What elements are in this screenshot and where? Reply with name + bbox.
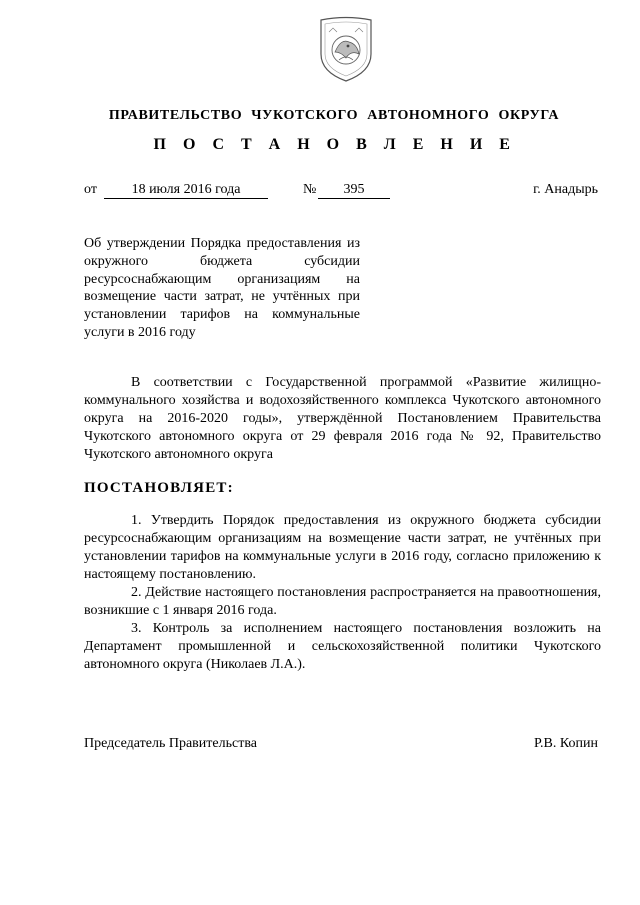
resolves-heading: ПОСТАНОВЛЯЕТ: [84, 480, 234, 496]
resolution-items [84, 512, 601, 674]
preamble-paragraph: В соответствии с Государственной программой «Развитие жилищно-коммунального хозяйства и водохозяйственного комплекса Чукотского автономного округа на 2016-2020 годы», утверждённой Постановлением Правительства Чукотского автономного округа от 29 февраля 2016 года № 92, Правительство Чукотского автономного округа [84, 375, 601, 462]
document-subject: Об утверждении Порядка предоставления из окружного бюджета субсидии ресурсоснабжающим организациям на возмещение части затрат, не учтённых при установлении тарифов на коммунальные услуги в 2016 году [84, 236, 360, 340]
government-name: ПРАВИТЕЛЬСТВО ЧУКОТСКОГО АВТОНОМНОГО ОКРУГА [108, 108, 560, 123]
signatory-title: Председатель Правительства [84, 736, 257, 751]
resolution-item-1: 1. Утвердить Порядок предоставления из окружного бюджета субсидии ресурсоснабжающим организациям на возмещение части затрат, не учтённых при установлении тарифов на коммунальные услуги в 2016 году, согласно приложению к настоящему постановлению. [84, 513, 601, 582]
document-date: 18 июля 2016 года [104, 181, 268, 199]
document-city: г. Анадырь [533, 182, 598, 197]
document-meta [0, 181, 640, 201]
resolution-item-2: 2. Действие настоящего постановления распространяется на правоотношения, возникшие с 1 января 2016 года. [84, 585, 601, 618]
signatory-name: Р.В. Копин [534, 736, 598, 751]
document-number: 395 [318, 181, 390, 199]
document-type: П О С Т А Н О В Л Е Н И Е [153, 136, 517, 153]
chukotka-coat-of-arms-icon [315, 14, 377, 84]
date-label: от [84, 182, 97, 197]
number-label: № [303, 182, 317, 197]
resolution-item-3: 3. Контроль за исполнением настоящего постановления возложить на Департамент промышленной и сельскохозяйственной политики Чукотского автономного округа (Николаев Л.А.). [84, 621, 601, 672]
